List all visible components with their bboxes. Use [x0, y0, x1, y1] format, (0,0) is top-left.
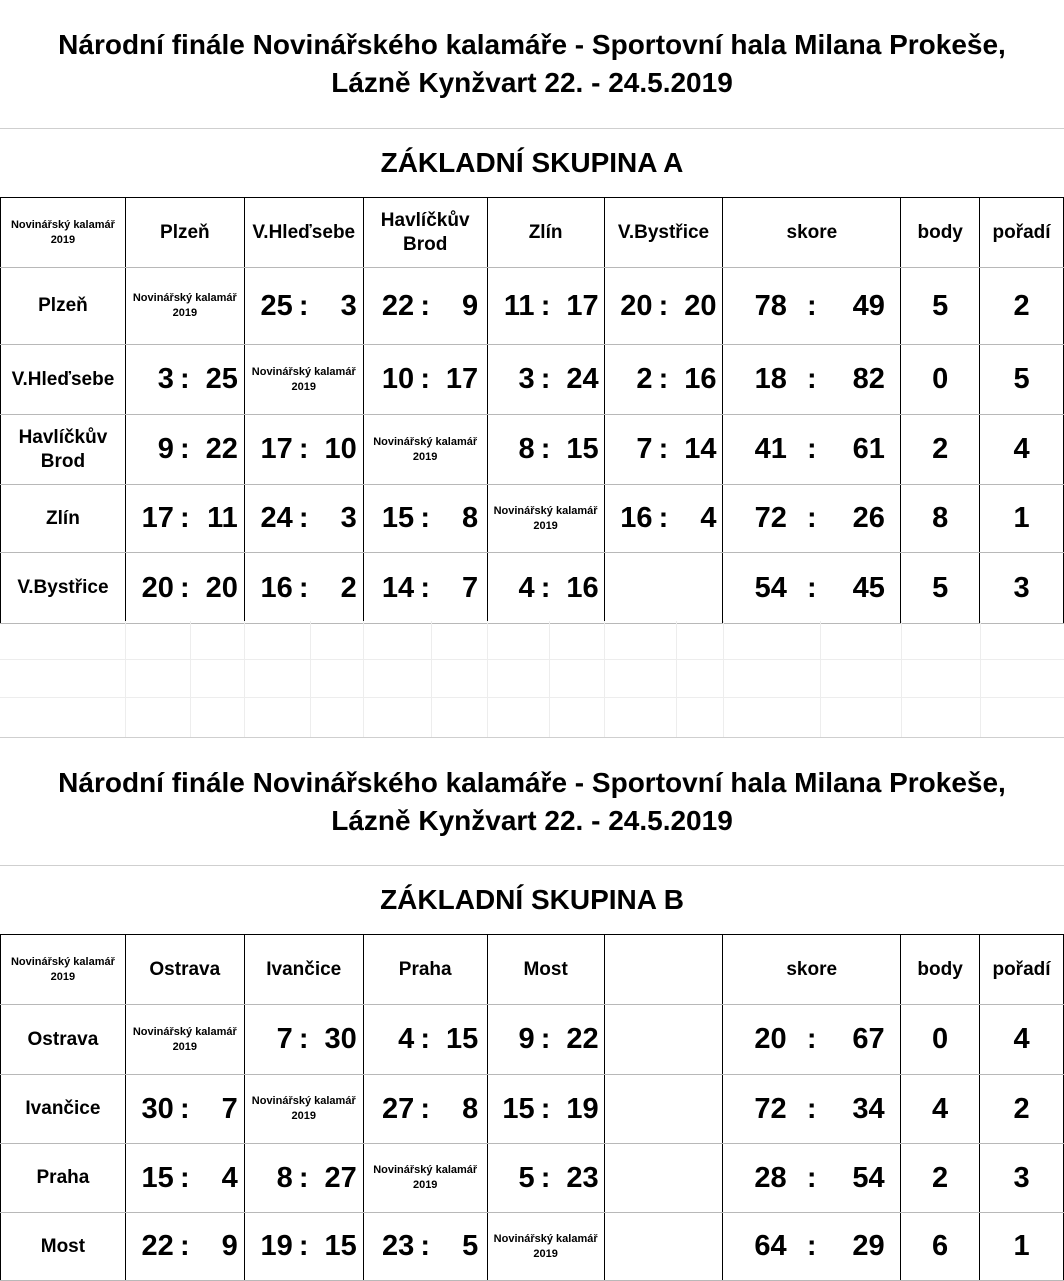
goals-against: 7 [462, 571, 479, 604]
poradi-cell: 5 [980, 345, 1064, 415]
goals-against: 16 [684, 363, 717, 395]
body-cell: 6 [901, 1213, 980, 1281]
corner-line-1: Novinářský kalamář [10, 218, 115, 231]
score-separator: : [179, 1161, 190, 1194]
goals-against: 5 [462, 1230, 479, 1262]
skore-cell [723, 553, 901, 624]
match-score-cell [125, 415, 244, 485]
goals-against: 20 [205, 571, 238, 604]
score-separator: : [298, 433, 309, 465]
match-score-cell [363, 1005, 487, 1075]
body-column-header: body [901, 198, 980, 268]
score-separator: : [179, 1230, 190, 1262]
goals-against: 20 [684, 289, 717, 322]
score-separator: : [420, 363, 430, 395]
self-label-line-2: 2019 [412, 1179, 438, 1191]
self-label-line-1: Novinářský kalamář [251, 1095, 356, 1107]
poradi-cell: 4 [980, 1005, 1064, 1075]
empty-grid-area [0, 621, 1064, 737]
goals-for: 22 [141, 1230, 174, 1262]
table-row [1, 1005, 1064, 1075]
match-score-cell [125, 1144, 244, 1213]
score-separator: : [420, 1092, 431, 1125]
goals-against: 15 [566, 433, 599, 465]
self-label-line-2: 2019 [291, 1110, 316, 1122]
table-row [1, 415, 1064, 485]
results-table [0, 198, 1064, 624]
team-name: Ostrava [1, 1005, 126, 1075]
results-table [0, 935, 1064, 1281]
team-column-header [604, 935, 723, 1005]
body-column-header: body [901, 935, 980, 1005]
score-separator: : [806, 1092, 817, 1125]
match-score-cell [487, 1075, 604, 1144]
title-line-2: Lázně Kynžvart 22. - 24.5.2019 [331, 804, 733, 836]
match-score-cell [363, 345, 487, 415]
score-separator: : [179, 433, 190, 465]
title-line-2: Lázně Kynžvart 22. - 24.5.2019 [331, 67, 733, 98]
goals-against: 16 [566, 571, 599, 604]
goals-against: 11 [207, 502, 238, 534]
body-cell: 0 [901, 1005, 980, 1075]
skore-against: 26 [852, 502, 885, 534]
goals-for: 4 [518, 571, 535, 604]
self-match-cell [125, 268, 244, 345]
team-column-header: Ostrava [125, 935, 244, 1005]
title-line-1: Národní finále Novinářského kalamáře - Sportovní hala Milana Prokeše, [58, 29, 1006, 60]
score-separator: : [540, 289, 551, 322]
table-row [1, 268, 1064, 345]
body-cell: 4 [901, 1075, 980, 1144]
corner-line-2: 2019 [50, 970, 76, 983]
skore-cell [723, 1144, 901, 1213]
empty-cell [604, 553, 723, 624]
empty-cell [604, 1213, 723, 1281]
skore-column-header: skore [723, 935, 901, 1005]
match-score-cell [244, 415, 363, 485]
team-column-header: Most [487, 935, 604, 1005]
match-score-cell [487, 1005, 604, 1075]
score-separator: : [807, 363, 817, 395]
team-name: Most [1, 1213, 126, 1281]
match-score-cell [125, 553, 244, 624]
self-label-line-2: 2019 [172, 307, 198, 319]
goals-against: 4 [700, 502, 717, 534]
match-score-cell [487, 268, 604, 345]
self-label-line-2: 2019 [533, 519, 558, 532]
goals-for: 20 [620, 289, 653, 322]
goals-against: 24 [566, 363, 599, 395]
goals-for: 27 [381, 1092, 415, 1125]
self-label-line-2: 2019 [533, 1247, 558, 1260]
poradi-cell: 3 [980, 1144, 1064, 1213]
match-score-cell [604, 345, 723, 415]
score-separator: : [179, 502, 190, 534]
empty-cell [604, 1144, 723, 1213]
skore-against: 67 [852, 1023, 885, 1055]
goals-against: 3 [340, 289, 357, 322]
goals-against: 23 [566, 1161, 599, 1194]
goals-against: 3 [340, 502, 357, 534]
goals-against: 15 [324, 1230, 357, 1262]
skore-for: 78 [754, 289, 787, 322]
skore-cell [723, 1075, 901, 1144]
match-score-cell [244, 485, 363, 553]
self-label-line-1: Novinářský kalamář [132, 292, 237, 304]
self-match-cell [363, 415, 487, 485]
goals-for: 24 [260, 502, 293, 534]
goals-for: 3 [157, 363, 174, 395]
score-separator: : [540, 1023, 551, 1055]
match-score-cell [363, 553, 487, 624]
self-label-line-1: Novinářský kalamář [493, 1232, 598, 1245]
self-label-line-1: Novinářský kalamář [493, 504, 598, 517]
match-score-cell [244, 268, 363, 345]
goals-against: 27 [324, 1161, 357, 1194]
self-label-line-1: Novinářský kalamář [132, 1025, 237, 1038]
score-separator: : [658, 289, 669, 322]
corner-line-1: Novinářský kalamář [10, 955, 115, 968]
match-score-cell [487, 345, 604, 415]
header-row [1, 935, 1064, 1005]
goals-against: 25 [205, 363, 238, 395]
body-cell: 0 [901, 345, 980, 415]
skore-against: 49 [852, 289, 885, 322]
skore-for: 64 [754, 1230, 787, 1262]
group-heading: ZÁKLADNÍ SKUPINA A [0, 129, 1064, 198]
goals-for: 3 [518, 363, 535, 395]
poradi-cell: 1 [980, 1213, 1064, 1281]
score-separator: : [298, 571, 309, 604]
skore-cell [723, 1005, 901, 1075]
team-column-header: Havlíčkův Brod [363, 198, 487, 268]
table-row [1, 1075, 1064, 1144]
score-separator: : [179, 1092, 190, 1125]
skore-cell [723, 268, 901, 345]
match-score-cell [125, 1213, 244, 1281]
match-score-cell [363, 268, 487, 345]
skore-against: 45 [852, 571, 885, 604]
body-cell: 2 [901, 1144, 980, 1213]
goals-against: 4 [221, 1161, 238, 1194]
skore-against: 34 [852, 1092, 885, 1125]
goals-against: 7 [221, 1092, 238, 1125]
goals-for: 4 [398, 1023, 415, 1055]
goals-for: 15 [502, 1092, 535, 1125]
table-row [1, 1144, 1064, 1213]
match-score-cell [363, 1213, 487, 1281]
skore-against: 54 [852, 1161, 885, 1194]
team-name: Praha [1, 1144, 126, 1213]
header-row [1, 198, 1064, 268]
score-separator: : [540, 363, 551, 395]
goals-for: 8 [518, 433, 535, 465]
goals-for: 5 [518, 1161, 535, 1194]
goals-for: 22 [381, 289, 415, 322]
match-score-cell [244, 1005, 363, 1075]
body-cell: 2 [901, 415, 980, 485]
skore-against: 82 [852, 363, 885, 395]
goals-for: 10 [381, 363, 415, 395]
skore-cell [723, 485, 901, 553]
match-score-cell [125, 485, 244, 553]
self-match-cell [125, 1005, 244, 1075]
skore-for: 41 [754, 433, 787, 465]
score-separator: : [298, 1161, 309, 1194]
goals-for: 30 [141, 1092, 174, 1125]
goals-for: 23 [381, 1230, 415, 1262]
self-match-cell [244, 345, 363, 415]
score-separator: : [298, 1230, 309, 1262]
skore-for: 20 [754, 1023, 787, 1055]
score-separator: : [540, 433, 551, 465]
score-separator: : [658, 363, 669, 395]
self-match-cell [363, 1144, 487, 1213]
goals-for: 2 [636, 363, 653, 395]
team-name: V.Hleďsebe [1, 345, 126, 415]
team-name: Havlíčkův Brod [1, 415, 126, 485]
table-row [1, 485, 1064, 553]
goals-against: 8 [462, 502, 479, 534]
score-separator: : [807, 571, 817, 604]
poradi-cell: 4 [980, 415, 1064, 485]
match-score-cell [604, 268, 723, 345]
self-match-cell [244, 1075, 363, 1144]
skore-against: 61 [852, 433, 885, 465]
goals-against: 10 [324, 433, 357, 465]
goals-for: 15 [381, 502, 415, 534]
score-separator: : [807, 289, 817, 322]
page-title [0, 737, 1064, 866]
goals-for: 9 [518, 1023, 535, 1055]
goals-against: 19 [566, 1092, 599, 1125]
score-separator: : [540, 571, 551, 604]
match-score-cell [604, 485, 723, 553]
team-column-header: V.Bystřice [604, 198, 723, 268]
body-cell: 5 [901, 553, 980, 624]
body-cell: 8 [901, 485, 980, 553]
team-column-header: Ivančice [244, 935, 363, 1005]
poradi-cell: 2 [980, 268, 1064, 345]
goals-against: 15 [445, 1023, 479, 1055]
goals-against: 14 [684, 433, 717, 465]
skore-for: 72 [754, 1092, 787, 1125]
skore-column-header: skore [723, 198, 901, 268]
goals-for: 19 [260, 1230, 293, 1262]
goals-for: 17 [141, 502, 174, 534]
team-name: Zlín [1, 485, 126, 553]
skore-against: 29 [852, 1230, 885, 1262]
goals-against: 9 [462, 289, 479, 322]
match-score-cell [363, 1075, 487, 1144]
match-score-cell [244, 1213, 363, 1281]
score-separator: : [420, 1230, 431, 1262]
goals-for: 16 [260, 571, 293, 604]
body-cell: 5 [901, 268, 980, 345]
score-separator: : [420, 1023, 431, 1055]
team-name: Plzeň [1, 268, 126, 345]
goals-for: 15 [141, 1161, 174, 1194]
goals-against: 17 [445, 363, 479, 395]
score-separator: : [806, 1161, 817, 1194]
page-title [0, 0, 1064, 129]
score-separator: : [806, 1023, 817, 1055]
score-separator: : [807, 433, 817, 465]
poradi-column-header: pořadí [980, 198, 1064, 268]
match-score-cell [604, 415, 723, 485]
corner-cell [1, 198, 126, 268]
match-score-cell [363, 485, 487, 553]
goals-for: 20 [141, 571, 174, 604]
group-heading: ZÁKLADNÍ SKUPINA B [0, 866, 1064, 935]
goals-against: 22 [205, 433, 238, 465]
self-label-line-2: 2019 [291, 380, 316, 393]
match-score-cell [487, 553, 604, 624]
score-separator: : [298, 1023, 309, 1055]
goals-for: 8 [276, 1161, 293, 1194]
empty-cell [604, 1075, 723, 1144]
team-column-header: V.Hleďsebe [244, 198, 363, 268]
score-separator: : [420, 289, 430, 322]
match-score-cell [487, 415, 604, 485]
score-separator: : [420, 502, 430, 534]
score-separator: : [658, 433, 669, 465]
self-label-line-1: Novinářský kalamář [251, 365, 356, 378]
goals-against: 17 [566, 289, 599, 322]
score-separator: : [179, 571, 190, 604]
team-column-header: Plzeň [125, 198, 244, 268]
goals-against: 30 [324, 1023, 357, 1055]
self-label-line-1: Novinářský kalamář [373, 435, 478, 448]
self-label-line-1: Novinářský kalamář [373, 1164, 478, 1176]
poradi-cell: 3 [980, 553, 1064, 624]
match-score-cell [244, 1144, 363, 1213]
goals-for: 7 [276, 1023, 293, 1055]
skore-cell [723, 1213, 901, 1281]
match-score-cell [125, 345, 244, 415]
corner-cell [1, 935, 126, 1005]
goals-against: 9 [221, 1230, 238, 1262]
skore-for: 28 [754, 1161, 787, 1194]
goals-for: 9 [157, 433, 174, 465]
team-name: Ivančice [1, 1075, 126, 1144]
goals-for: 25 [260, 289, 293, 322]
empty-cell [604, 1005, 723, 1075]
skore-for: 54 [754, 571, 787, 604]
goals-against: 8 [462, 1092, 479, 1125]
goals-for: 11 [503, 289, 535, 322]
goals-for: 14 [381, 571, 415, 604]
table-row [1, 1213, 1064, 1281]
self-match-cell [487, 485, 604, 553]
score-separator: : [420, 571, 430, 604]
score-separator: : [298, 502, 309, 534]
team-column-header: Zlín [487, 198, 604, 268]
score-separator: : [298, 289, 309, 322]
skore-for: 72 [754, 502, 787, 534]
table-row [1, 553, 1064, 624]
score-separator: : [540, 1092, 551, 1125]
goals-for: 7 [636, 433, 653, 465]
match-score-cell [125, 1075, 244, 1144]
match-score-cell [244, 553, 363, 624]
title-line-1: Národní finále Novinářského kalamáře - Sportovní hala Milana Prokeše, [58, 766, 1006, 798]
skore-cell [723, 415, 901, 485]
goals-against: 2 [340, 571, 357, 604]
goals-for: 17 [260, 433, 293, 465]
poradi-cell: 1 [980, 485, 1064, 553]
poradi-cell: 2 [980, 1075, 1064, 1144]
score-separator: : [658, 502, 669, 534]
skore-cell [723, 345, 901, 415]
poradi-column-header: pořadí [980, 935, 1064, 1005]
skore-for: 18 [754, 363, 787, 395]
score-separator: : [540, 1161, 551, 1194]
goals-against: 22 [566, 1023, 599, 1055]
score-separator: : [807, 502, 817, 534]
table-row [1, 345, 1064, 415]
goals-for: 16 [620, 502, 653, 534]
self-match-cell [487, 1213, 604, 1281]
match-score-cell [487, 1144, 604, 1213]
score-separator: : [179, 363, 190, 395]
score-separator: : [806, 1230, 817, 1262]
team-column-header: Praha [363, 935, 487, 1005]
self-label-line-2: 2019 [412, 450, 438, 463]
team-name: V.Bystřice [1, 553, 126, 624]
corner-line-2: 2019 [50, 233, 76, 246]
self-label-line-2: 2019 [172, 1040, 198, 1053]
